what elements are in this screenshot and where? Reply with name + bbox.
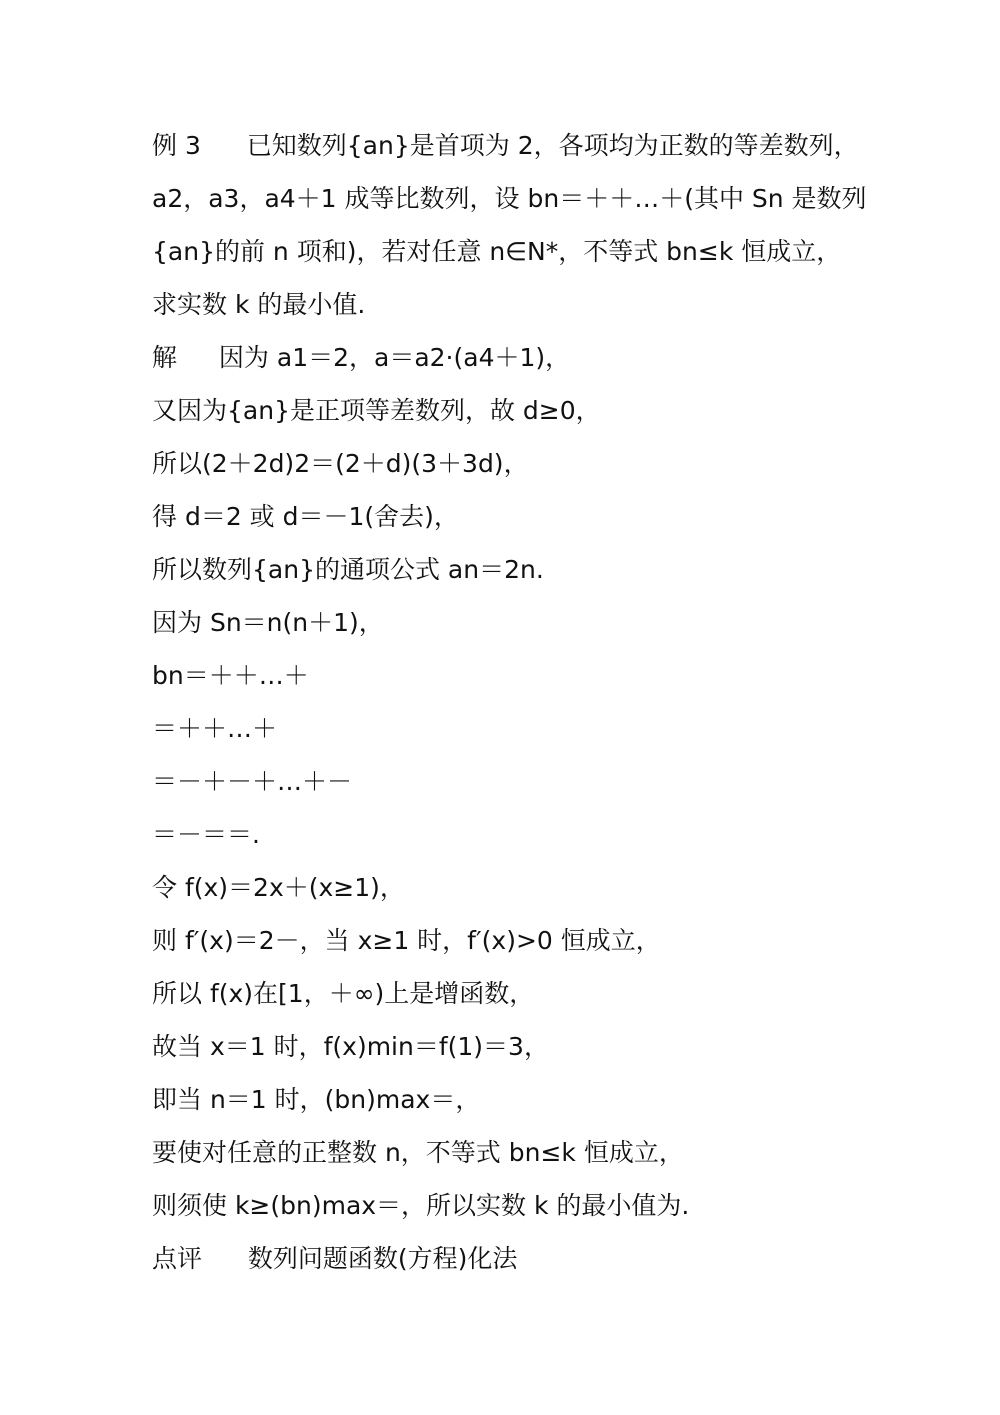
solution-line-13: 所以 f(x)在[1，＋∞)上是增函数， bbox=[152, 979, 535, 1008]
solution-line-9: ＝－＋－＋…＋－ bbox=[152, 767, 353, 796]
solution-line-10: ＝－＝＝. bbox=[152, 820, 260, 849]
solution-line-6: 因为 Sn＝n(n＋1)， bbox=[152, 608, 384, 637]
solution-line-3: 所以(2＋2d)2＝(2＋d)(3＋3d)， bbox=[152, 449, 529, 478]
problem-text-1: 已知数列{an}是首项为 2，各项均为正数的等差数列， bbox=[246, 131, 859, 160]
comment-label: 点评 bbox=[152, 1244, 203, 1273]
problem-line-4: 求实数 k 的最小值. bbox=[152, 290, 366, 319]
problem-label: 例 3 bbox=[152, 131, 201, 160]
solution-text-1: 因为 a1＝2，a＝a2·(a4＋1)， bbox=[218, 343, 571, 372]
solution-line-16: 要使对任意的正整数 n，不等式 bn≤k 恒成立， bbox=[152, 1138, 684, 1167]
solution-line-2: 又因为{an}是正项等差数列，故 d≥0， bbox=[152, 396, 601, 425]
solution-line-15: 即当 n＝1 时，(bn)max＝， bbox=[152, 1085, 481, 1114]
solution-line-7: bn＝＋＋…＋ bbox=[152, 661, 309, 690]
solution-label: 解 bbox=[152, 343, 178, 372]
solution-line-4: 得 d＝2 或 d＝－1(舍去)， bbox=[152, 502, 459, 531]
solution-line-14: 故当 x＝1 时，f(x)min＝f(1)＝3， bbox=[152, 1032, 549, 1061]
solution-line-17: 则须使 k≥(bn)max＝，所以实数 k 的最小值为. bbox=[152, 1191, 690, 1220]
comment-text: 数列问题函数(方程)化法 bbox=[247, 1244, 518, 1273]
solution-line-8: ＝＋＋…＋ bbox=[152, 714, 278, 743]
solution-line-5: 所以数列{an}的通项公式 an＝2n. bbox=[152, 555, 544, 584]
solution-line-11: 令 f(x)＝2x＋(x≥1)， bbox=[152, 873, 405, 902]
problem-line-3: {an}的前 n 项和)，若对任意 n∈N*，不等式 bn≤k 恒成立， bbox=[152, 237, 842, 266]
comment-line bbox=[152, 1239, 517, 1279]
solution-line-1 bbox=[152, 338, 570, 378]
solution-line-12: 则 f′(x)＝2－，当 x≥1 时，f′(x)>0 恒成立， bbox=[152, 926, 661, 955]
problem-line-2: a2，a3，a4＋1 成等比数列，设 bn＝＋＋…＋(其中 Sn 是数列 bbox=[152, 184, 867, 213]
problem-line-1 bbox=[152, 126, 859, 166]
